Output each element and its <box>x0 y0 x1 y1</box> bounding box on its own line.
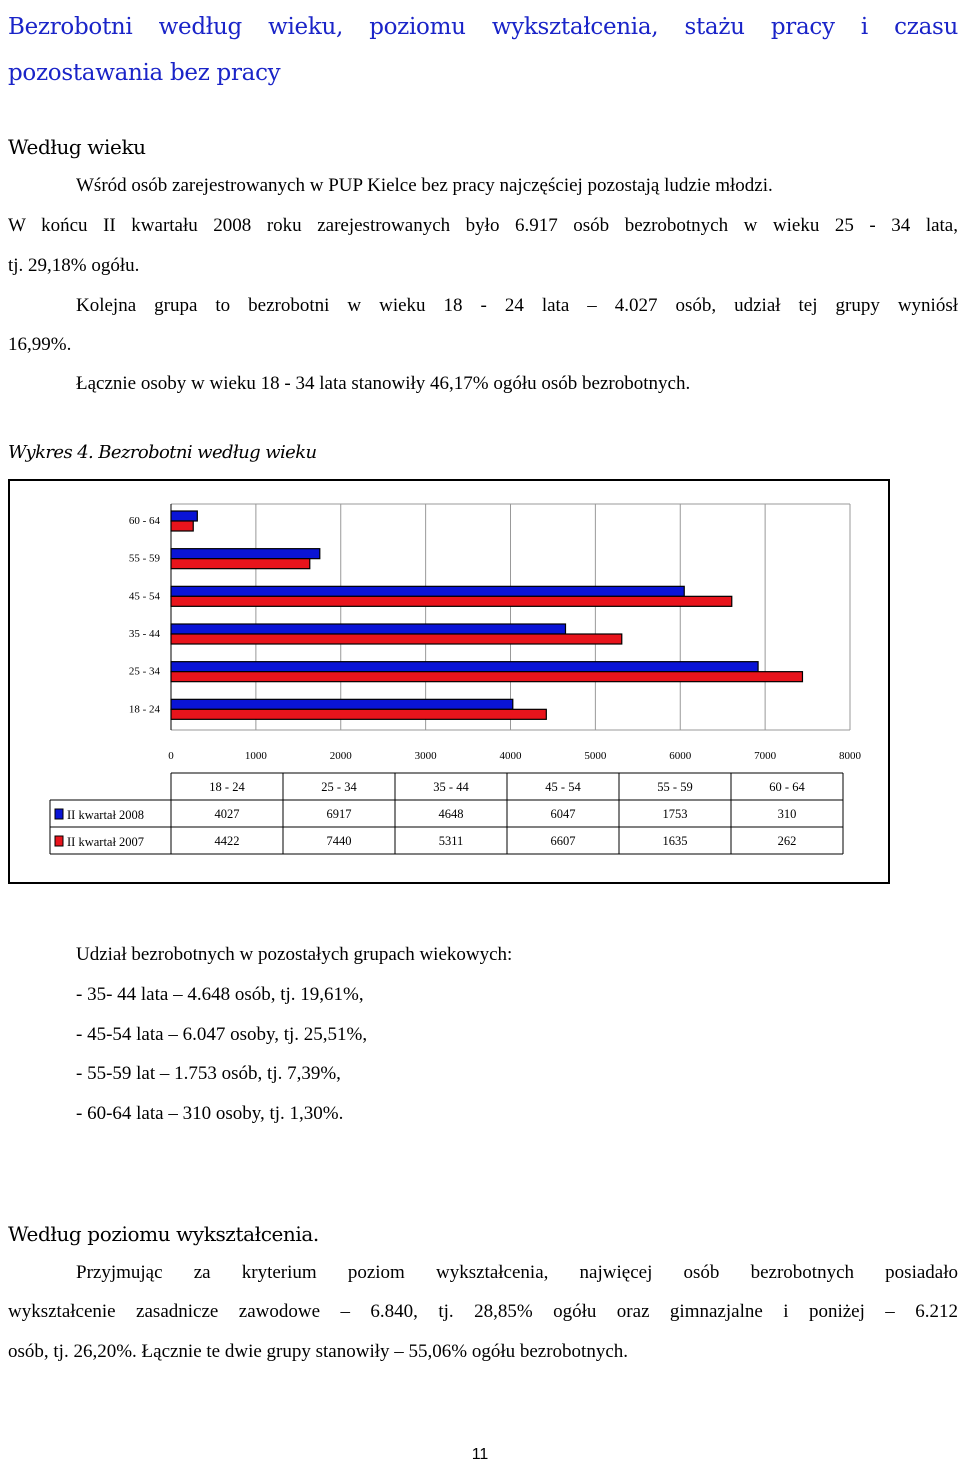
category-label: 45 - 54 <box>128 590 160 603</box>
table-value-cell: 6047 <box>550 807 576 821</box>
section-heading-education: Według poziomu wykształcenia. <box>8 1222 319 1246</box>
table-value-cell: 4422 <box>214 834 240 848</box>
bar <box>171 586 684 596</box>
x-tick-label: 0 <box>168 750 174 762</box>
bar <box>171 709 546 719</box>
bar <box>171 596 732 606</box>
table-value-cell: 6917 <box>326 807 352 821</box>
x-tick-label: 1000 <box>244 750 267 762</box>
bar <box>171 559 310 569</box>
table-header-cell: 25 - 34 <box>321 780 357 794</box>
category-label: 18 - 24 <box>128 703 160 716</box>
bar <box>171 511 197 521</box>
paragraph-line: Łącznie osoby w wieku 18 - 34 lata stanowiły 46,17% ogółu osób bezrobotnych. <box>76 373 691 394</box>
table-header-cell: 35 - 44 <box>433 780 469 794</box>
page-title: Bezrobotni według wieku, poziomu wykształcenia, stażu pracy i czasu pozostawania bez pracy <box>8 14 958 86</box>
legend-swatch <box>55 809 63 819</box>
list-item: - 35- 44 lata – 4.648 osób, tj. 19,61%, <box>76 984 364 1005</box>
table-value-cell: 4648 <box>438 807 464 821</box>
table-header-cell: 60 - 64 <box>769 780 805 794</box>
x-tick-label: 7000 <box>754 750 777 762</box>
list-item: - 45-54 lata – 6.047 osoby, tj. 25,51%, <box>76 1024 368 1045</box>
paragraph-line: Wśród osób zarejestrowanych w PUP Kielce bez pracy najczęściej pozostają ludzie młodzi. <box>76 175 773 196</box>
table-header-cell: 18 - 24 <box>209 780 245 794</box>
x-tick-label: 8000 <box>839 750 861 762</box>
category-label: 60 - 64 <box>128 515 160 527</box>
bar <box>171 672 802 682</box>
category-label: 25 - 34 <box>128 665 160 678</box>
paragraph-line: W końcu II kwartału 2008 roku zarejestrowanych było 6.917 osób bezrobotnych w wieku 25 - 34 lata, <box>8 215 958 236</box>
legend-swatch <box>55 836 63 846</box>
table-value-cell: 4027 <box>214 807 240 821</box>
bar <box>171 521 193 531</box>
bar <box>171 699 513 709</box>
paragraph-line: tj. 29,18% ogółu. <box>8 255 140 276</box>
legend-label: II kwartał 2008 <box>67 808 145 822</box>
page-number: 11 <box>471 1446 489 1463</box>
legend-label: II kwartał 2007 <box>67 835 145 849</box>
paragraph-line: wykształcenie zasadnicze zawodowe – 6.840, tj. 28,85% ogółu oraz gimnazjalne i poniżej – 6.212 <box>8 1301 958 1322</box>
table-value-cell: 5311 <box>438 834 464 848</box>
category-label: 55 - 59 <box>128 552 160 565</box>
paragraph-line: osób, tj. 26,20%. Łącznie te dwie grupy stanowiły – 55,06% ogółu bezrobotnych. <box>8 1341 629 1362</box>
table-value-cell: 1635 <box>662 834 688 848</box>
table-value-cell: 262 <box>777 834 797 848</box>
bar <box>171 549 320 559</box>
section-heading-age: Według wieku <box>8 135 146 159</box>
table-header-cell: 55 - 59 <box>657 780 693 794</box>
bar <box>171 634 622 644</box>
table-value-cell: 310 <box>777 807 797 821</box>
list-item: - 60-64 lata – 310 osoby, tj. 1,30%. <box>76 1103 344 1124</box>
paragraph-line: Przyjmując za kryterium poziom wykształcenia, najwięcej osób bezrobotnych posiadało <box>76 1262 958 1283</box>
table-value-cell: 1753 <box>662 807 688 821</box>
table-value-cell: 7440 <box>326 834 352 848</box>
x-tick-label: 4000 <box>499 750 522 762</box>
category-label: 35 - 44 <box>128 628 160 640</box>
age-bar-chart <box>10 481 892 886</box>
list-item: - 55-59 lat – 1.753 osób, tj. 7,39%, <box>76 1063 341 1084</box>
chart-caption: Wykres 4. Bezrobotni według wieku <box>8 442 317 463</box>
x-tick-label: 2000 <box>329 750 352 762</box>
x-tick-label: 6000 <box>669 750 692 762</box>
paragraph-line: Kolejna grupa to bezrobotni w wieku 18 - 24 lata – 4.027 osób, udział tej grupy wyniósł <box>76 295 958 316</box>
x-tick-label: 3000 <box>414 750 437 762</box>
table-header-cell: 45 - 54 <box>545 780 581 794</box>
bar <box>171 624 565 634</box>
paragraph-line: 16,99%. <box>8 334 72 355</box>
chart-frame <box>8 479 890 884</box>
other-groups-intro: Udział bezrobotnych w pozostałych grupach wiekowych: <box>76 944 513 965</box>
table-value-cell: 6607 <box>550 834 576 848</box>
bar <box>171 662 758 672</box>
x-tick-label: 5000 <box>584 750 607 762</box>
